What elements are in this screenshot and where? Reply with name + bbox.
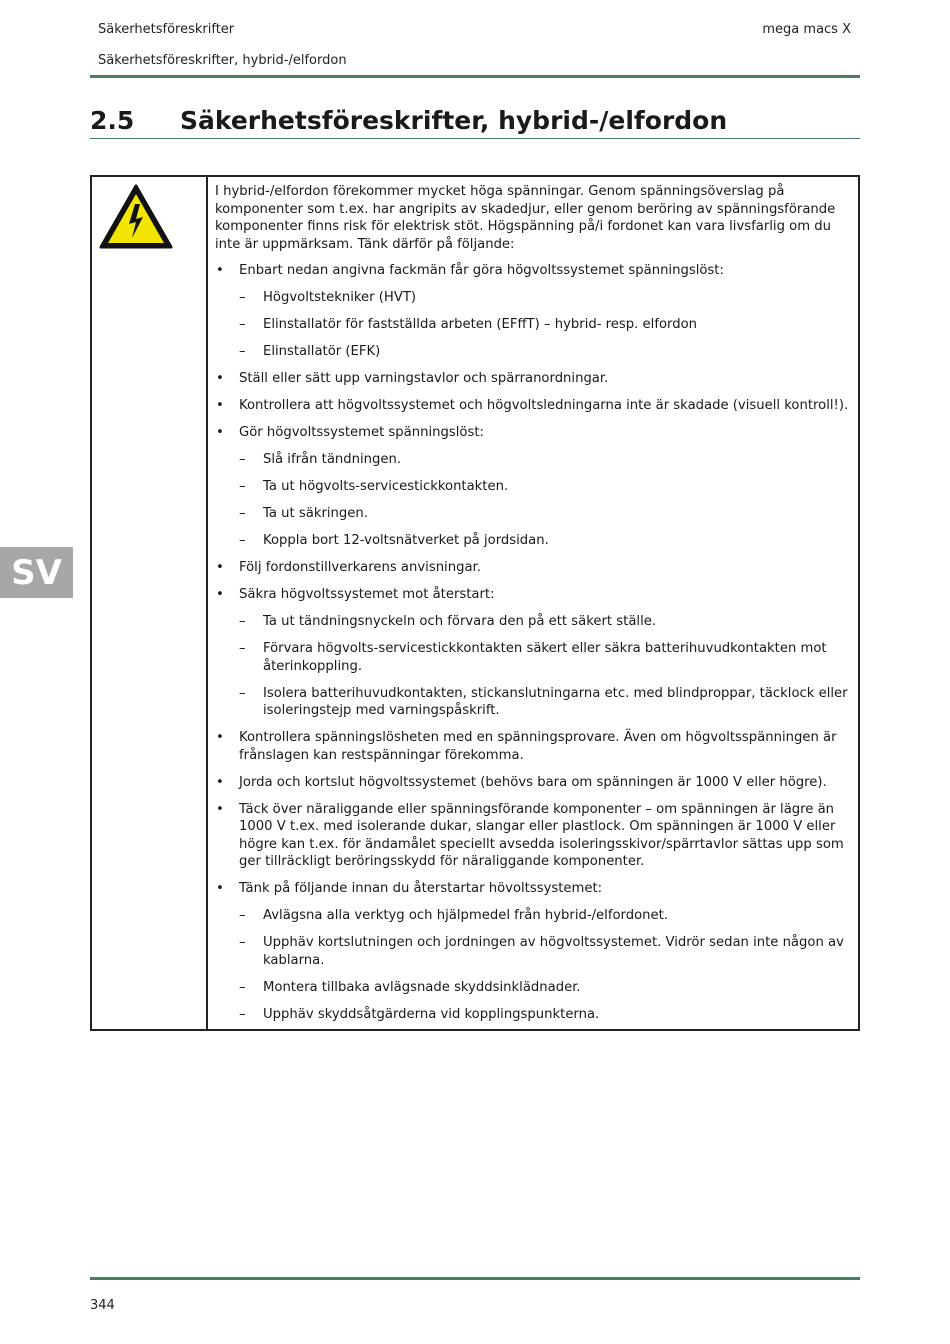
dash-marker: – xyxy=(239,1006,246,1022)
bullet-marker: • xyxy=(216,398,224,413)
sub-item xyxy=(215,532,855,550)
sub-item xyxy=(215,451,855,469)
bullet-marker: • xyxy=(216,560,224,575)
dash-marker: – xyxy=(239,614,246,629)
warning-content xyxy=(215,183,855,1033)
header-right: mega macs X xyxy=(762,22,851,37)
sub-item-text: Avlägsna alla verktyg och hjälpmedel från hybrid-/elfordonet. xyxy=(263,908,669,923)
sub-item-text: Ta ut tändningsnyckeln och förvara den på ett säkert ställe. xyxy=(263,614,657,629)
dash-marker: – xyxy=(239,506,246,521)
page-number: 344 xyxy=(90,1298,115,1313)
sub-item-text: Koppla bort 12-voltsnätverket på jordsidan. xyxy=(263,533,549,548)
bullet-item xyxy=(215,397,855,415)
sub-item-text: Slå ifrån tändningen. xyxy=(263,452,402,467)
sub-item xyxy=(215,289,855,307)
dash-marker: – xyxy=(239,641,246,656)
bullet-item xyxy=(215,424,855,442)
bullet-text: Kontrollera spänningslösheten med en spänningsprovare. Även om högvoltsspänningen är frånslagen kan restspänningar förekomma. xyxy=(239,730,837,763)
bullet-text: Gör högvoltssystemet spänningslöst: xyxy=(239,425,484,440)
sub-item xyxy=(215,979,855,997)
sub-item-text: Upphäv skyddsåtgärderna vid kopplingspunkterna. xyxy=(263,1006,600,1022)
dash-marker: – xyxy=(239,290,246,305)
footer-rule xyxy=(90,1277,860,1280)
dash-marker: – xyxy=(239,479,246,494)
sub-item-text: Elinstallatör för fastställda arbeten (EFffT) – hybrid- resp. elfordon xyxy=(263,317,698,332)
bullet-text: Täck över näraliggande eller spänningsförande komponenter – om spänningen är lägre än 1000 V t.ex. med isolerande dukar, slangar eller plastlock. Om spänningen är 1000 V eller högre kan t.ex. för ändamålet speciellt avsedda isoleringsskivor/spärrtavlor sättas upp som ger tillräckligt beröringsskydd för näraliggande komponenter. xyxy=(239,801,844,869)
bullet-item xyxy=(215,801,855,871)
section-title-rule xyxy=(90,138,860,139)
bullet-item xyxy=(215,774,855,792)
intro-paragraph: I hybrid-/elfordon förekommer mycket höga spänningar. Genom spänningsöverslag på komponenter som t.ex. har angripits av skadedjur, eller genom beröring av spänningsförande komponenter finns risk för elektrisk stöt. Högspänning på/i fordonet kan vara livsfarlig om du inte är uppmärksam. Tänk därför på följande: xyxy=(215,184,836,252)
bullet-marker: • xyxy=(216,371,224,386)
dash-marker: – xyxy=(239,685,246,701)
bullet-text: Följ fordonstillverkarens anvisningar. xyxy=(239,560,481,575)
bullet-marker: • xyxy=(216,425,224,440)
section-number: 2.5 xyxy=(90,106,135,135)
section-title: Säkerhetsföreskrifter, hybrid-/elfordon xyxy=(180,106,728,135)
bullet-text: Jorda och kortslut högvoltssystemet (behövs bara om spänningen är 1000 V eller högre). xyxy=(239,774,827,790)
bullet-text: Tänk på följande innan du återstartar hövoltssystemet: xyxy=(239,881,603,896)
sub-item-text: Högvoltstekniker (HVT) xyxy=(263,290,417,305)
sub-item-text: Upphäv kortslutningen och jordningen av högvoltssystemet. Vidrör sedan inte någon av kablarna. xyxy=(263,935,844,968)
header-subtitle: Säkerhetsföreskrifter, hybrid-/elfordon xyxy=(98,53,347,68)
sub-item xyxy=(215,640,855,675)
bullet-item xyxy=(215,586,855,604)
dash-marker: – xyxy=(239,533,246,548)
dash-marker: – xyxy=(239,452,246,467)
warning-box xyxy=(90,175,860,1031)
bullet-item xyxy=(215,729,855,764)
sub-item xyxy=(215,934,855,969)
sub-item xyxy=(215,505,855,523)
box-column-divider xyxy=(206,177,208,1029)
dash-marker: – xyxy=(239,979,246,995)
bullet-marker: • xyxy=(216,801,224,817)
header-left: Säkerhetsföreskrifter xyxy=(98,22,235,37)
sub-item-text: Montera tillbaka avlägsnade skyddsinklädnader. xyxy=(263,979,581,995)
dash-marker: – xyxy=(239,908,246,923)
sub-item xyxy=(215,478,855,496)
dash-marker: – xyxy=(239,317,246,332)
dash-marker: – xyxy=(239,344,246,359)
bullet-marker: • xyxy=(216,730,224,745)
bullet-marker: • xyxy=(216,774,224,790)
language-tab: SV xyxy=(0,547,73,598)
sub-item xyxy=(215,343,855,361)
bullet-marker: • xyxy=(216,263,224,278)
bullet-item xyxy=(215,262,855,280)
sub-item-text: Förvara högvolts-servicestickkontakten säkert eller säkra batterihuvudkontakten mot återinkoppling. xyxy=(263,641,827,674)
bullet-text: Ställ eller sätt upp varningstavlor och spärranordningar. xyxy=(239,371,609,386)
sub-item xyxy=(215,613,855,631)
header-rule xyxy=(90,75,860,78)
high-voltage-warning-icon xyxy=(98,183,174,251)
bullet-text: Säkra högvoltssystemet mot återstart: xyxy=(239,587,495,602)
sub-item-text: Isolera batterihuvudkontakten, stickanslutningarna etc. med blindproppar, täcklock eller isoleringstejp med varningspåskrift. xyxy=(263,685,848,718)
bullet-item xyxy=(215,559,855,577)
bullet-marker: • xyxy=(216,881,224,896)
sub-item xyxy=(215,316,855,334)
dash-marker: – xyxy=(239,935,246,950)
sub-item xyxy=(215,907,855,925)
sub-item xyxy=(215,685,855,720)
sub-item-text: Ta ut säkringen. xyxy=(263,506,368,521)
bullet-text: Kontrollera att högvoltssystemet och högvoltsledningarna inte är skadade (visuell kontroll!). xyxy=(239,398,849,413)
bullet-item xyxy=(215,370,855,388)
sub-item xyxy=(215,1006,855,1024)
bullet-marker: • xyxy=(216,587,224,602)
bullet-text: Enbart nedan angivna fackmän får göra högvoltssystemet spänningslöst: xyxy=(239,263,724,278)
sub-item-text: Elinstallatör (EFK) xyxy=(263,344,381,359)
bullet-item xyxy=(215,880,855,898)
sub-item-text: Ta ut högvolts-servicestickkontakten. xyxy=(263,479,509,494)
